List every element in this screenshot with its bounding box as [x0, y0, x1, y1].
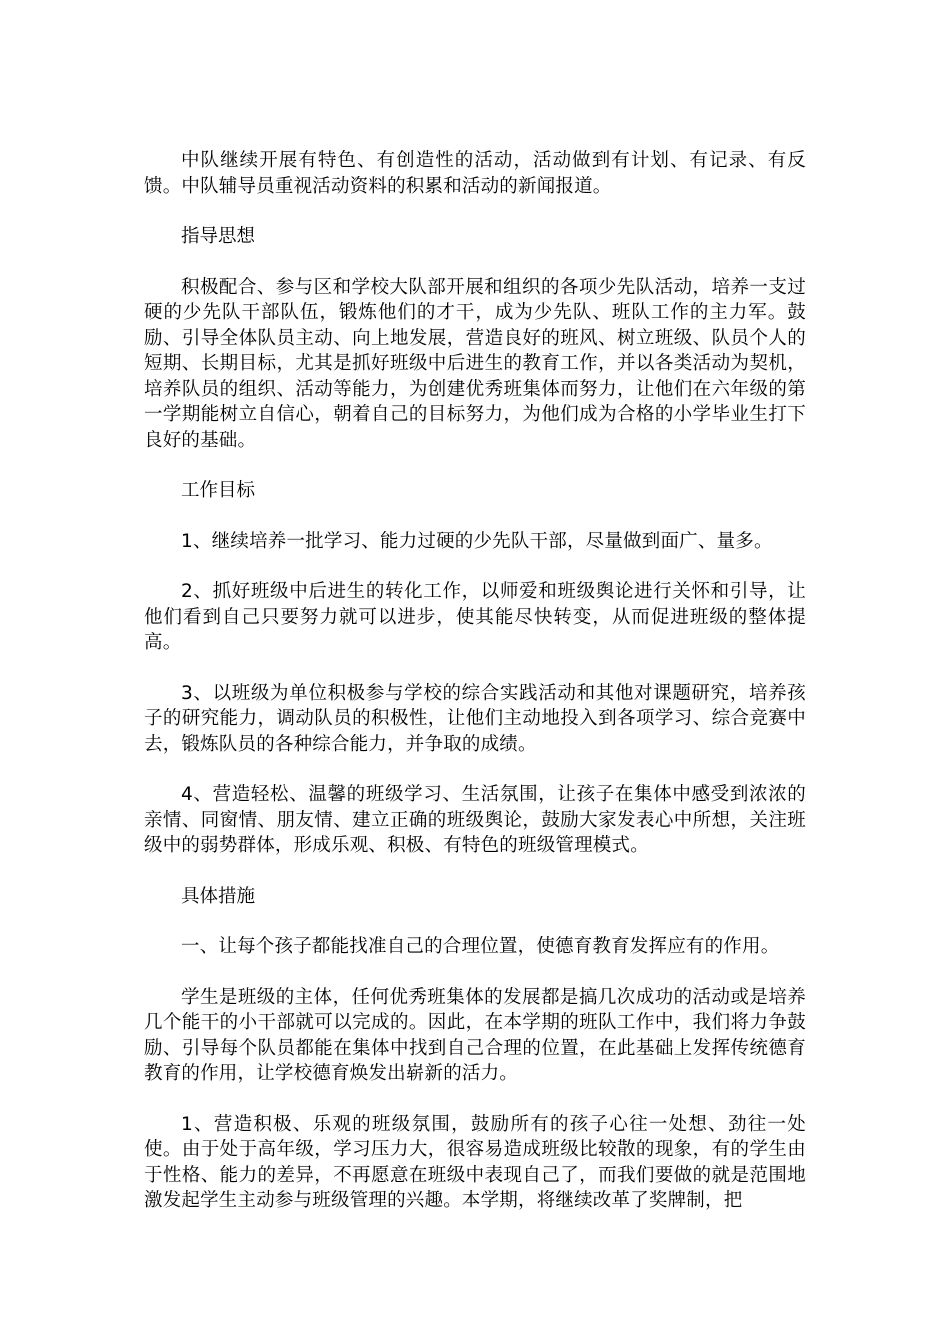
- measure-item-1: 1、营造积极、乐观的班级氛围，鼓励所有的孩子心往一处想、劲往一处使。由于处于高年级，学习压力大，很容易造成班级比较散的现象，有的学生由于性格、能力的差异，不再愿意在班级中表现自己了，而我们要做的就是范围地激发起学生主动参与班级管理的兴趣。本学期，将继续改革了奖牌制，把: [144, 1113, 806, 1211]
- guiding-ideology-paragraph: 积极配合、参与区和学校大队部开展和组织的各项少先队活动，培养一支过硬的少先队干部队伍，锻炼他们的才干，成为少先队、班队工作的主力军。鼓励、引导全体队员主动、向上地发展，营造良好的班风、树立班级、队员个人的短期、长期目标，尤其是抓好班级中后进生的教育工作，并以各类活动为契机，培养队员的组织、活动等能力，为创建优秀班集体而努力，让他们在六年级的第一学期能树立自信心，朝着自己的目标努力，为他们成为合格的小学毕业生打下良好的基础。: [144, 276, 806, 451]
- heading-specific-measures: 具体措施: [181, 885, 256, 907]
- goal-item-3: 3、以班级为单位积极参与学校的综合实践活动和其他对课题研究，培养孩子的研究能力，调动队员的积极性，让他们主动地投入到各项学习、综合竞赛中去，锻炼队员的各种综合能力，并争取的成绩。: [144, 682, 806, 755]
- goal-item-1: 1、继续培养一批学习、能力过硬的少先队干部，尽量做到面广、量多。: [181, 530, 773, 552]
- heading-work-goals: 工作目标: [181, 480, 256, 501]
- goal-item-2: 2、抓好班级中后进生的转化工作，以师爱和班级舆论进行关怀和引导，让他们看到自己只要努力就可以进步，使其能尽快转变，从而促进班级的整体提高。: [144, 581, 806, 653]
- heading-guiding-ideology: 指导思想: [181, 226, 256, 247]
- measure-section-1-body: 学生是班级的主体，任何优秀班集体的发展都是搞几次成功的活动或是培养几个能干的小干部就可以完成的。因此，在本学期的班队工作中，我们将力争鼓励、引导每个队员都能在集体中找到自己合理的位置，在此基础上发挥传统德育教育的作用，让学校德育焕发出崭新的活力。: [144, 986, 806, 1084]
- intro-paragraph: 中队继续开展有特色、有创造性的活动，活动做到有计划、有记录、有反馈。中队辅导员重视活动资料的积累和活动的新闻报道。: [144, 150, 806, 197]
- document-page: [144, 148, 806, 1239]
- measure-section-1-title: 一、让每个孩子都能找准自己的合理位置，使德育教育发挥应有的作用。: [181, 936, 780, 957]
- goal-item-4: 4、营造轻松、温馨的班级学习、生活氛围，让孩子在集体中感受到浓浓的亲情、同窗情、朋友情、建立正确的班级舆论，鼓励大家发表心中所想，关注班级中的弱势群体，形成乐观、积极、有特色的班级管理模式。: [144, 784, 806, 856]
